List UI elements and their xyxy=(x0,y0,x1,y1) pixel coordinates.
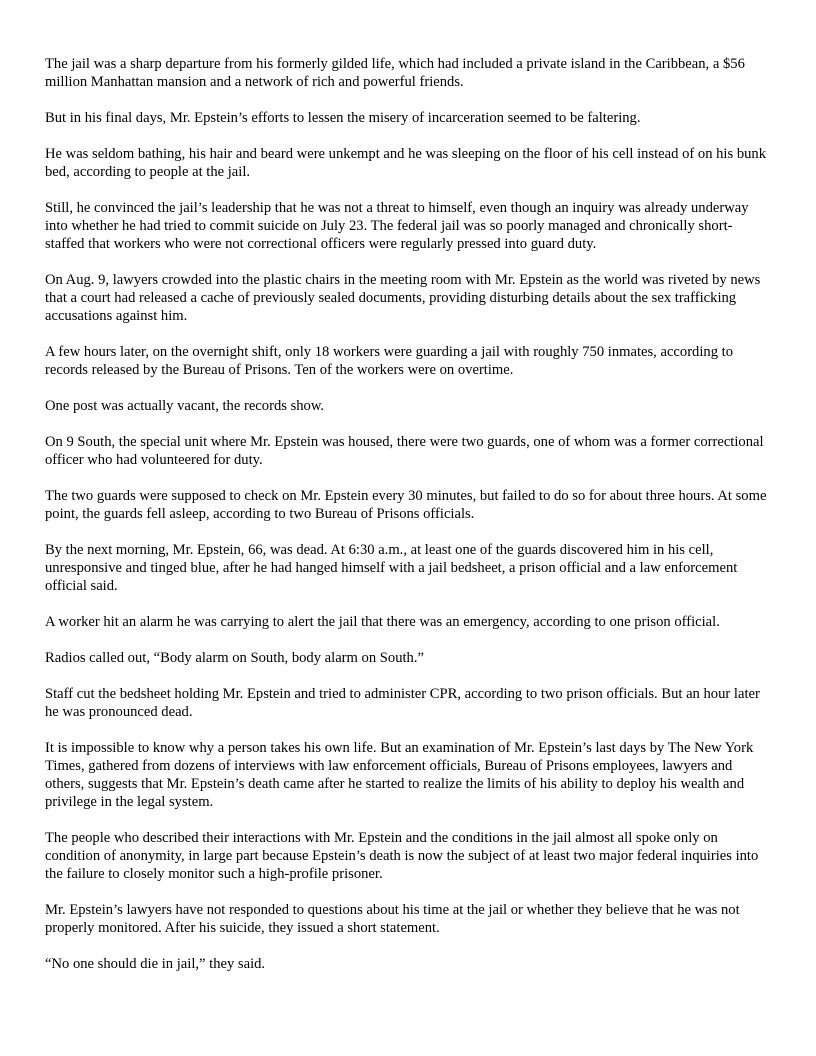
paragraph: The people who described their interactions with Mr. Epstein and the conditions in the jail almost all spoke only on condition of anonymity, in large part because Epstein’s death is now the subject of at least two major federal inquiries into the failure to closely monitor such a high-profile prisoner. xyxy=(45,830,759,882)
paragraph: By the next morning, Mr. Epstein, 66, was dead. At 6:30 a.m., at least one of the guards discovered him in his cell, unresponsive and tinged blue, after he had hanged himself with a jail bedsheet, a prison official and a law enforcement official said. xyxy=(45,542,738,594)
paragraph: A worker hit an alarm he was carrying to alert the jail that there was an emergency, according to one prison official. xyxy=(45,614,720,630)
paragraph: It is impossible to know why a person takes his own life. But an examination of Mr. Epstein’s last days by The New York Times, gathered from dozens of interviews with law enforcement officials, Bureau of Prisons employees, lawyers and others, suggests that Mr. Epstein’s death came after he started to realize the limits of his ability to deploy his wealth and privilege in the legal system. xyxy=(45,740,754,810)
paragraph: But in his final days, Mr. Epstein’s efforts to lessen the misery of incarceration seemed to be faltering. xyxy=(45,110,641,126)
paragraph: “No one should die in jail,” they said. xyxy=(45,956,266,972)
paragraph: Still, he convinced the jail’s leadership that he was not a threat to himself, even though an inquiry was already underway into whether he had tried to commit suicide on July 23. The federal jail was so poorly managed and chronically short-staffed that workers who were not correctional officers were regularly pressed into guard duty. xyxy=(45,200,749,252)
paragraph: The two guards were supposed to check on Mr. Epstein every 30 minutes, but failed to do so for about three hours. At some point, the guards fell asleep, according to two Bureau of Prisons officials. xyxy=(45,488,767,522)
paragraph: On 9 South, the special unit where Mr. Epstein was housed, there were two guards, one of whom was a former correctional officer who had volunteered for duty. xyxy=(45,434,764,468)
paragraph: The jail was a sharp departure from his formerly gilded life, which had included a private island in the Caribbean, a $56 million Manhattan mansion and a network of rich and powerful friends. xyxy=(45,56,745,90)
paragraph: One post was actually vacant, the records show. xyxy=(45,398,325,414)
paragraph: He was seldom bathing, his hair and beard were unkempt and he was sleeping on the floor of his cell instead of on his bunk bed, according to people at the jail. xyxy=(45,146,767,180)
article-body xyxy=(45,55,771,991)
paragraph: Radios called out, “Body alarm on South, body alarm on South.” xyxy=(45,650,424,666)
paragraph: On Aug. 9, lawyers crowded into the plastic chairs in the meeting room with Mr. Epstein as the world was riveted by news that a court had released a cache of previously sealed documents, providing disturbing details about the sex trafficking accusations against him. xyxy=(45,272,761,324)
paragraph: Staff cut the bedsheet holding Mr. Epstein and tried to administer CPR, according to two prison officials. But an hour later he was pronounced dead. xyxy=(45,686,760,720)
paragraph: Mr. Epstein’s lawyers have not responded to questions about his time at the jail or whether they believe that he was not properly monitored. After his suicide, they issued a short statement. xyxy=(45,902,740,936)
paragraph: A few hours later, on the overnight shift, only 18 workers were guarding a jail with roughly 750 inmates, according to records released by the Bureau of Prisons. Ten of the workers were on overtime. xyxy=(45,344,734,378)
